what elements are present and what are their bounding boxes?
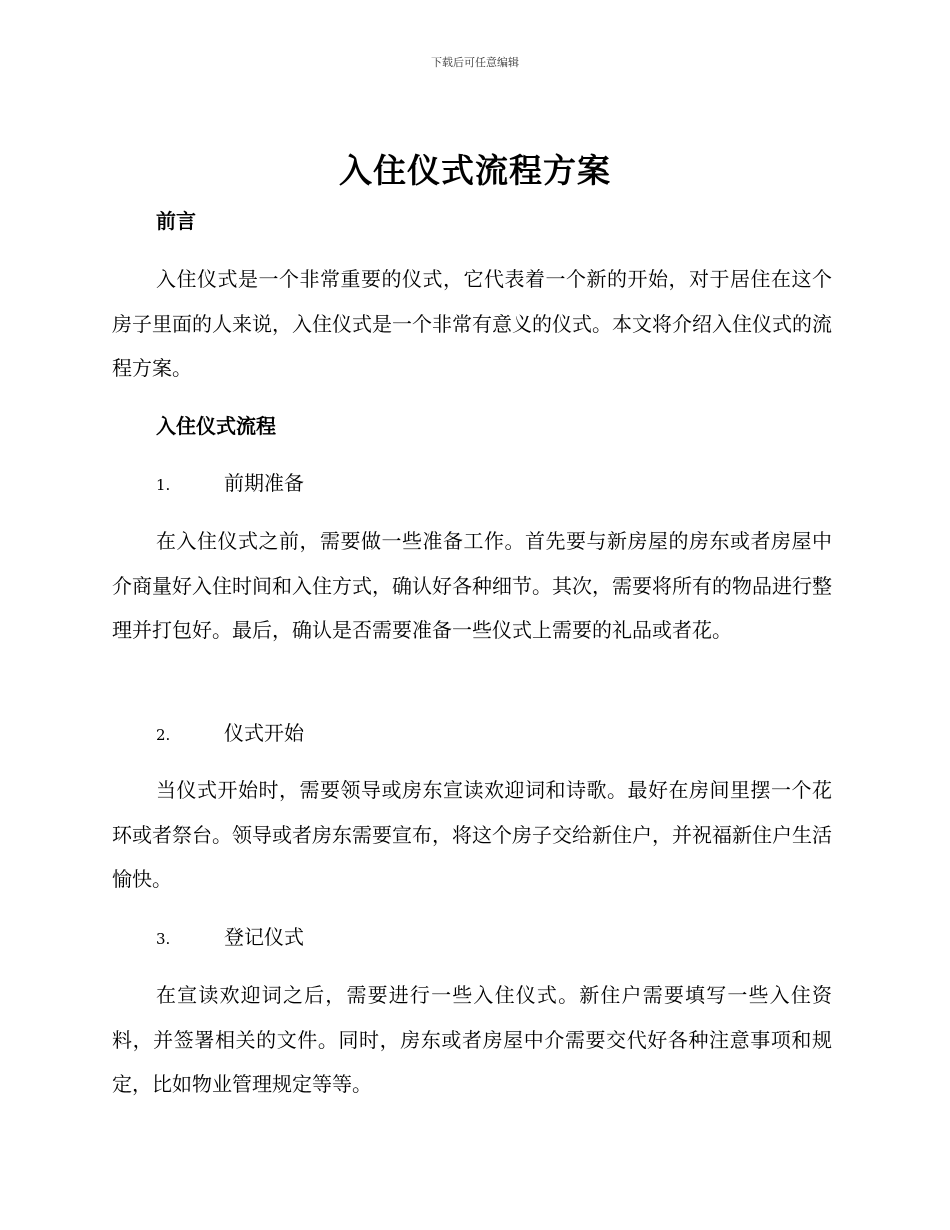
preface-paragraph: 入住仪式是一个非常重要的仪式，它代表着一个新的开始，对于居住在这个房子里面的人来说，入住仪式是一个非常有意义的仪式。本文将介绍入住仪式的流程方案。 (112, 267, 832, 380)
step-title: 登记仪式 (224, 925, 304, 949)
step-paragraph-2: 当仪式开始时，需要领导或房东宣读欢迎词和诗歌。最好在房间里摆一个花环或者祭台。领导或者房东需要宣布，将这个房子交给新住户，并祝福新住户生活愉快。 (112, 778, 832, 891)
step-title: 前期准备 (224, 471, 304, 495)
page-header-note: 下载后可任意编辑 (431, 56, 519, 69)
preface-heading: 前言 (156, 209, 196, 233)
step-item-3 (156, 922, 304, 954)
step-paragraph-1: 在入住仪式之前，需要做一些准备工作。首先要与新房屋的房东或者房屋中介商量好入住时间和入住方式，确认好各种细节。其次，需要将所有的物品进行整理并打包好。最后，确认是否需要准备一些仪式上需要的礼品或者花。 (112, 529, 832, 642)
step-number: 1. (156, 476, 171, 494)
step-number: 3. (156, 930, 171, 948)
document-title: 入住仪式流程方案 (339, 151, 611, 190)
step-paragraph-3: 在宣读欢迎词之后，需要进行一些入住仪式。新住户需要填写一些入住资料，并签署相关的文件。同时，房东或者房屋中介需要交代好各种注意事项和规定，比如物业管理规定等等。 (112, 983, 832, 1096)
step-item-2 (156, 718, 304, 750)
step-number: 2. (156, 726, 171, 744)
step-title: 仪式开始 (224, 721, 304, 745)
flow-heading: 入住仪式流程 (156, 414, 276, 438)
step-item-1 (156, 468, 304, 500)
